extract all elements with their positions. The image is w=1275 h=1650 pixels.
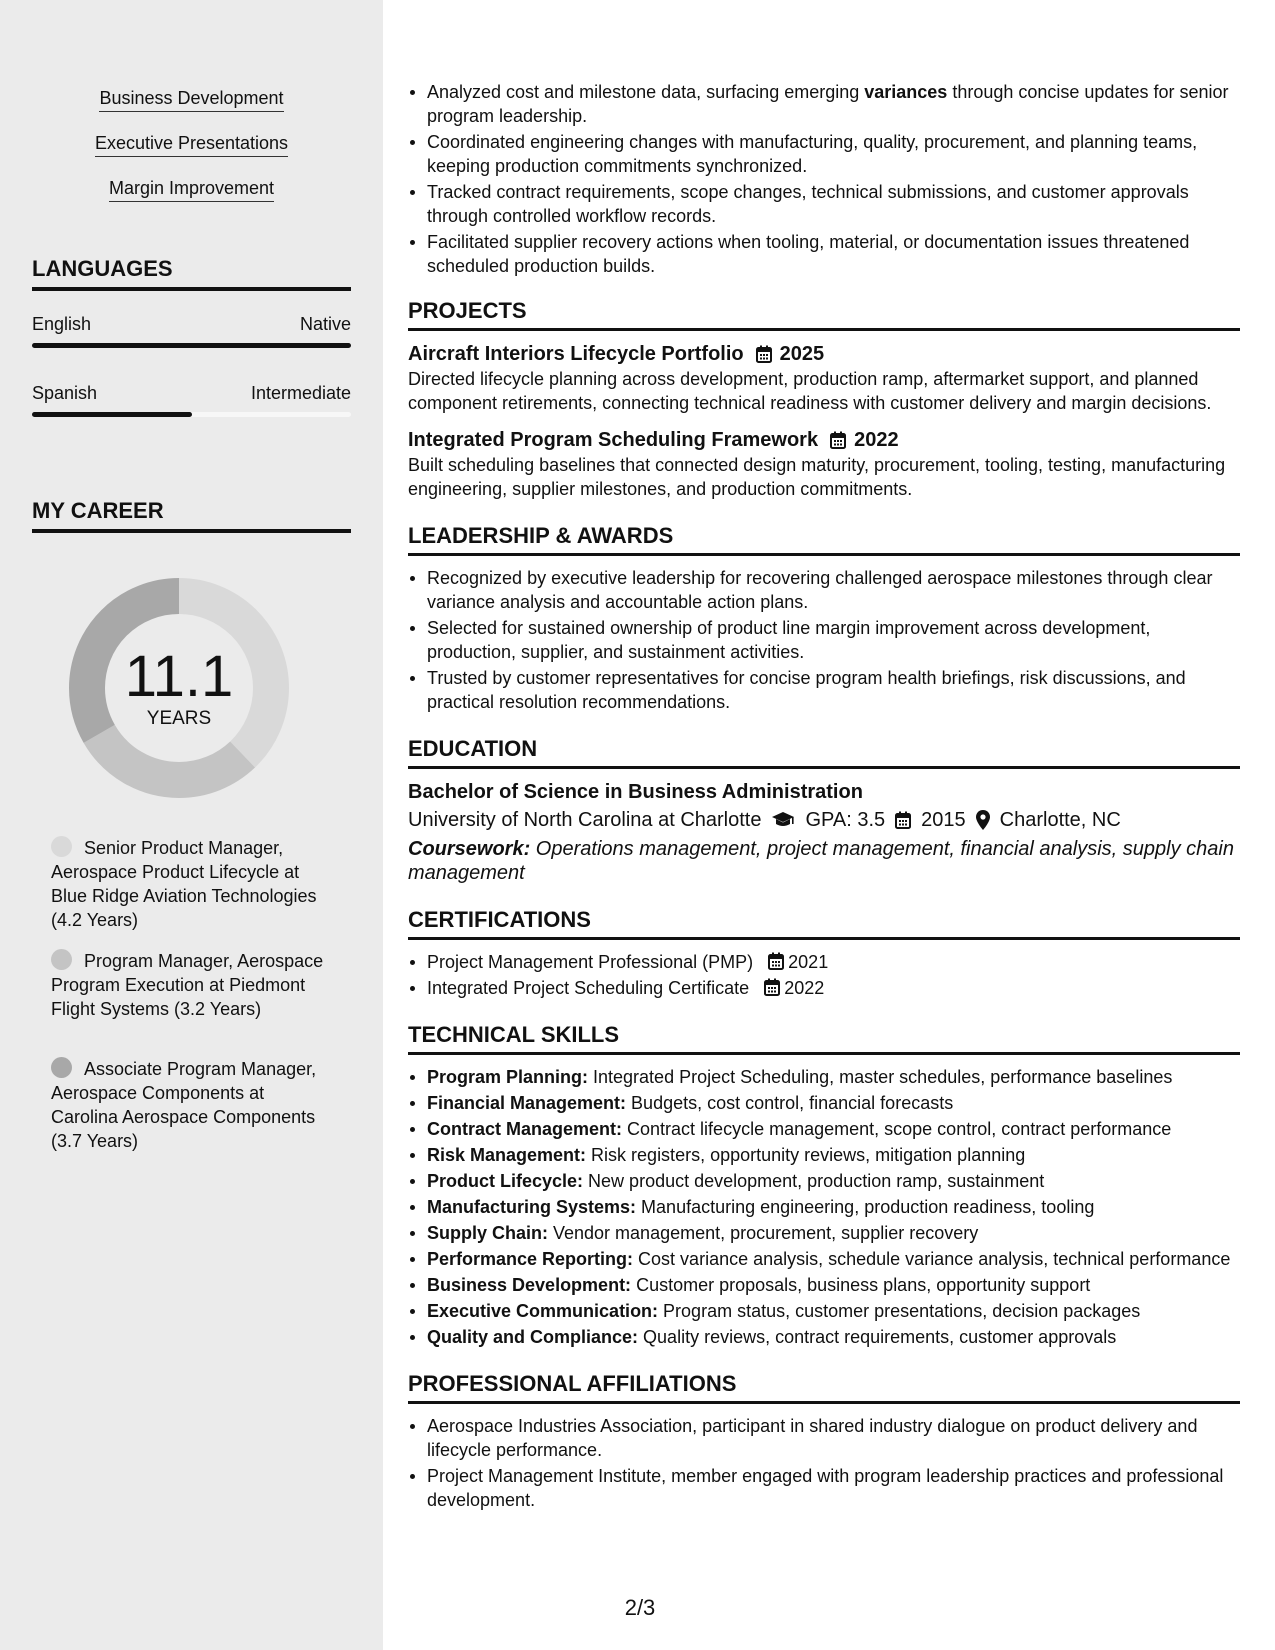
list-item: Contract Management: Contract lifecycle management, scope control, contract performance — [408, 1117, 1240, 1141]
list-item: Analyzed cost and milestone data, surfacing emerging variances through concise updates for senior program leadership. — [408, 80, 1240, 128]
language-row — [32, 383, 351, 404]
project-description: Built scheduling baselines that connected design maturity, procurement, tooling, testing, manufacturing engineering, supplier milestones, and production commitments. — [408, 455, 1226, 499]
project-title: Integrated Program Scheduling Framework 2022 — [408, 429, 899, 451]
degree-title: Bachelor of Science in Business Administration — [408, 781, 863, 803]
list-item: Tracked contract requirements, scope changes, technical submissions, and customer approvals through controlled workflow records. — [408, 180, 1240, 228]
list-item: Performance Reporting: Cost variance analysis, schedule variance analysis, technical performance — [408, 1247, 1240, 1271]
project-description: Directed lifecycle planning across development, production ramp, aftermarket support, and planned component retirements, connecting technical readiness with customer delivery and margin decisions. — [408, 369, 1212, 413]
list-item: Product Lifecycle: New product development, production ramp, sustainment — [408, 1169, 1240, 1193]
project-title: Aircraft Interiors Lifecycle Portfolio 2025 — [408, 343, 825, 365]
language-name: Spanish — [32, 383, 98, 403]
language-level: Intermediate — [250, 383, 351, 403]
technical-skills-list — [408, 1065, 1240, 1349]
career-legend-item: Senior Product Manager, Aerospace Product Lifecycle at Blue Ridge Aviation Technologies (4.2 Years) — [51, 838, 317, 930]
page-number: 2/3 — [624, 1595, 656, 1620]
legend-dot — [51, 949, 72, 970]
list-item: Recognized by executive leadership for recovering challenged aerospace milestones through clear variance analysis and accountable action plans. — [408, 566, 1240, 614]
leadership-list — [408, 566, 1240, 714]
list-item: Program Planning: Integrated Project Scheduling, master schedules, performance baselines — [408, 1065, 1240, 1089]
legend-dot — [51, 1057, 72, 1078]
experience-bullets — [408, 80, 1240, 278]
list-item: Business Development: Customer proposals, business plans, opportunity support — [408, 1273, 1240, 1297]
legend-dot — [51, 836, 72, 857]
certifications-heading: CERTIFICATIONS — [408, 907, 1240, 940]
list-item: Facilitated supplier recovery actions when tooling, material, or documentation issues threatened scheduled production builds. — [408, 230, 1240, 278]
skill-tag: Margin Improvement — [0, 178, 383, 202]
list-item: Aerospace Industries Association, participant in shared industry dialogue on product delivery and lifecycle performance. — [408, 1414, 1240, 1462]
education-details — [408, 805, 1240, 835]
language-proficiency-bar — [32, 412, 351, 417]
list-item: Selected for sustained ownership of product line margin improvement across development, production, supplier, and sustainment activities. — [408, 616, 1240, 664]
gpa: GPA: 3.5 — [805, 809, 886, 831]
total-years-value: 11.1 — [124, 644, 234, 709]
career-heading: MY CAREER — [32, 498, 351, 533]
language-row — [32, 314, 351, 335]
main-content — [408, 80, 1240, 1514]
graduation-year: 2015 — [921, 809, 966, 831]
school-name: University of North Carolina at Charlotte — [408, 809, 762, 831]
years-label: YEARS — [146, 708, 212, 729]
list-item: Executive Communication: Program status, customer presentations, decision packages — [408, 1299, 1240, 1323]
sidebar — [0, 0, 383, 1650]
language-name: English — [32, 314, 92, 334]
list-item: Integrated Project Scheduling Certificate 2022 — [408, 976, 1240, 1000]
skill-tag: Business Development — [0, 88, 383, 112]
list-item: Project Management Professional (PMP) 2021 — [408, 950, 1240, 974]
certifications-list — [408, 950, 1240, 1000]
language-proficiency-fill — [32, 343, 351, 348]
coursework: Coursework: Operations management, project management, financial analysis, supply chain management — [408, 838, 1234, 884]
skill-tag: Executive Presentations — [0, 133, 383, 157]
career-legend-item: Program Manager, Aerospace Program Execution at Piedmont Flight Systems (3.2 Years) — [51, 951, 324, 1019]
list-item: Risk Management: Risk registers, opportunity reviews, mitigation planning — [408, 1143, 1240, 1167]
leadership-heading: LEADERSHIP & AWARDS — [408, 523, 1240, 556]
list-item: Coordinated engineering changes with manufacturing, quality, procurement, and planning teams, keeping production commitments synchronized. — [408, 130, 1240, 178]
languages-heading: LANGUAGES — [32, 256, 351, 291]
language-proficiency-fill — [32, 412, 192, 417]
calendar-icon — [756, 345, 772, 363]
list-item: Project Management Institute, member engaged with program leadership practices and professional development. — [408, 1464, 1240, 1512]
calendar-icon — [768, 952, 784, 970]
affiliations-heading: PROFESSIONAL AFFILIATIONS — [408, 1371, 1240, 1404]
calendar-icon — [895, 811, 911, 829]
calendar-icon — [830, 431, 846, 449]
list-item: Financial Management: Budgets, cost control, financial forecasts — [408, 1091, 1240, 1115]
projects-heading: PROJECTS — [408, 298, 1240, 331]
school-location: Charlotte, NC — [999, 809, 1121, 831]
technical-skills-heading: TECHNICAL SKILLS — [408, 1022, 1240, 1055]
graduation-cap-icon — [771, 811, 795, 829]
list-item: Manufacturing Systems: Manufacturing engineering, production readiness, tooling — [408, 1195, 1240, 1219]
language-proficiency-bar — [32, 343, 351, 348]
calendar-icon — [764, 978, 780, 996]
list-item: Trusted by customer representatives for concise program health briefings, risk discussions, and practical resolution recommendations. — [408, 666, 1240, 714]
language-level: Native — [299, 314, 351, 334]
career-legend-item: Associate Program Manager, Aerospace Components at Carolina Aerospace Components (3.7 Years) — [51, 1059, 317, 1151]
education-heading: EDUCATION — [408, 736, 1240, 769]
location-pin-icon — [976, 810, 990, 830]
affiliations-list — [408, 1414, 1240, 1512]
list-item: Quality and Compliance: Quality reviews, contract requirements, customer approvals — [408, 1325, 1240, 1349]
list-item: Supply Chain: Vendor management, procurement, supplier recovery — [408, 1221, 1240, 1245]
